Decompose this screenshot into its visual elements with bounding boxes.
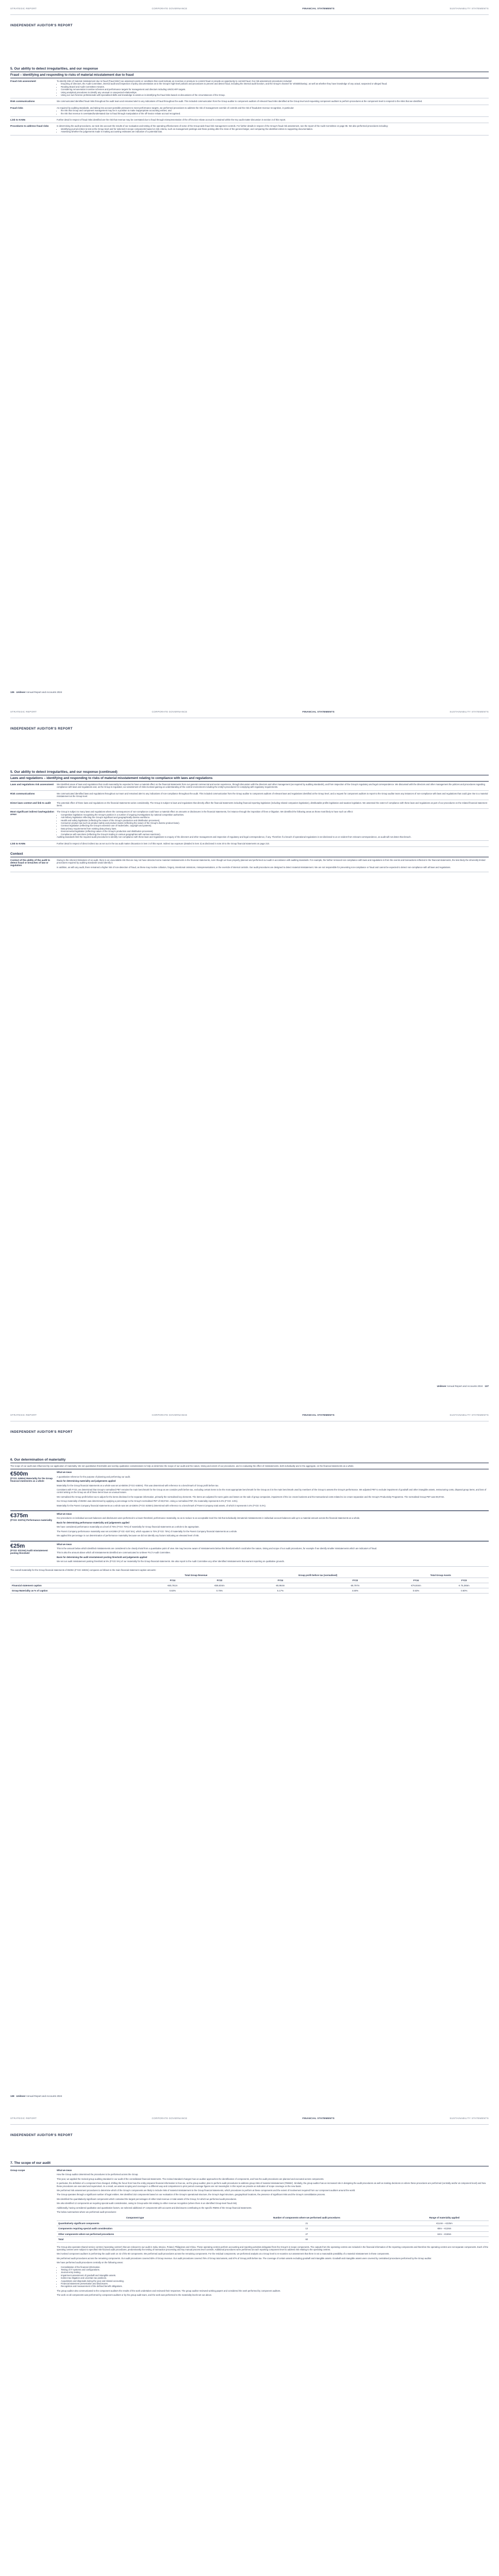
- nav-financial-statements[interactable]: FINANCIAL STATEMENTS: [302, 710, 335, 713]
- section-fraud: [10, 67, 489, 135]
- context-para: In addition, as with any audit, there remained a higher risk of non-detection of fraud, as these may involve collusion, forgery, intentional omissions, misrepresentations, or the override of internal controls. Our audit procedures are designed to detect material misstatement. We are not responsible for preventing non-compliance or fraud and cannot be expected to detect non-compliance with all laws and regulations.: [57, 866, 451, 869]
- top-nav: [10, 7, 489, 14]
- section-laws: [10, 770, 489, 872]
- scope-th: Number of components where we performed audit procedures: [213, 2215, 400, 2221]
- block-para: Materiality for the Parent Company financial statements as a whole was set at €260m (FY23: €250m) determined with reference to a benchmark of Parent Company total assets, of which it represents 0.4% (FY23: 0.4%).: [57, 1504, 266, 1507]
- materiality-value: €500m: [10, 1471, 28, 1478]
- scope-para: We also identified 12 components as requiring special audit consideration, owing to Group-wide risk relating to either revenue recognition (where there is an identified Group-level fraud risk).: [57, 2202, 238, 2205]
- table-row: [10, 123, 489, 135]
- block-para: Basis for determining the audit misstatement posting threshold and judgements applied: [57, 1555, 147, 1558]
- page-139: [0, 2110, 499, 2576]
- page-138: [0, 1406, 499, 2110]
- materiality-block: [10, 1469, 489, 1511]
- bullet-item: • Consumer product law such as product safety and product claims (reflecting the nature of the Group's diverse product base).: [61, 822, 489, 824]
- materiality-block: [10, 1511, 489, 1540]
- row-body: We identified areas of laws and regulations that could reasonably be expected to have a material effect on the financial statements from our general commercial and sector experience, through discussion with the directors and other management (as required by auditing standards), and from inspection of the Group's regulatory and legal correspondence. We discussed with the directors and other management the policies and procedures regarding compliance with laws and regulations and, as the Group is regulated, our assessment of risks involved gaining an understanding of the control environment including the entity's procedures for complying with regulatory requirements.: [57, 783, 485, 789]
- row-label: Most significant indirect law/regulation areas: [10, 810, 54, 816]
- scope-table-body: [57, 2221, 489, 2242]
- table-row: [10, 117, 489, 123]
- table-row: [10, 841, 489, 847]
- row-text: [57, 792, 489, 798]
- table-row: [57, 2231, 489, 2236]
- bullet-item: • Identifying journal entries to test at the Group level and for selected in-scope components based on risk criteria, such as management postings and those posting after the close of the general ledger, and comparing the identified entries to supporting documentation.: [61, 128, 489, 130]
- table-row: [10, 809, 489, 840]
- row-body: As required by auditing standards, and taking into account possible pressures to meet performance targets, we performed procedures to address the risk of management override of controls and the risk of fraudulent revenue recognition, in particular:: [57, 106, 294, 109]
- cell: €4m – €165m: [400, 2231, 489, 2236]
- row-bullets: [57, 82, 489, 96]
- nav-corporate-governance[interactable]: CORPORATE GOVERNANCE: [152, 2117, 188, 2120]
- row-text: [57, 802, 489, 807]
- intro-para: The scope of our audit was influenced by our application of materiality. We set quantitative thresholds and overlay qualitative considerations to help us determine the scope of our audit and the nature, timing and extent of our procedures, and in evaluating the effect of misstatements, both individually and in the aggregate, on the financial statements as a whole.: [10, 1465, 354, 1467]
- scope-th: Range of materiality applied: [400, 2215, 489, 2221]
- nav-divider: [10, 2124, 489, 2125]
- cell: Total: [57, 2237, 213, 2242]
- bullet-item: • Environmental legislation (reflecting nature of the Group's production and distribution processes).: [61, 830, 489, 833]
- table-year: FY24: [393, 1578, 440, 1583]
- footer-doc: Annual Report and Accounts 2024: [446, 1385, 483, 1387]
- cell: 5.17%: [243, 1588, 318, 1593]
- table-group: Total Group Assets: [393, 1573, 489, 1578]
- cell: €79,934m: [393, 1583, 440, 1588]
- cell: €9,964m: [243, 1583, 318, 1588]
- scope-para: How the Group auditor determined the procedures to be performed across the Group.: [57, 2173, 139, 2176]
- row-label: Link to KAMs: [10, 842, 26, 845]
- scope-row: [10, 2167, 489, 2300]
- nav-sustainability-statements[interactable]: SUSTAINABILITY STATEMENTS: [450, 710, 489, 713]
- scope-table: [57, 2215, 489, 2242]
- section-subtitle: Laws and regulations – identifying and responding to risks of material misstatement relating to compliance with laws and regulations: [10, 775, 489, 782]
- row-bullets: [57, 128, 489, 133]
- bullet-item: • Health and safety legislation (reflecting the nature of the Group's production and distribution processes).: [61, 819, 489, 822]
- bullet-item: • Recognition and measurement of the defined benefit obligations.: [61, 2285, 489, 2287]
- row-label: Laws and regulations risk assessment: [10, 783, 54, 786]
- table-corner: [10, 1578, 149, 1583]
- page-footer: [437, 1385, 489, 1387]
- scope-table-header: [57, 2215, 489, 2221]
- context-title: Context: [10, 852, 23, 856]
- row-label: Financial statement caption: [10, 1583, 149, 1588]
- footer-doc: Annual Report and Accounts 2024: [26, 691, 62, 693]
- table-row: [10, 78, 489, 98]
- bullet-item: • Journal entry testing.: [61, 2271, 489, 2274]
- scope-para: The Group operates through a significant number of legal entities. We identified 152 components based on our evaluation of the Group's operational structure, the Group's legal structure, geographical locations, the presence of significant risks and the Group's consolidation process.: [57, 2193, 326, 2196]
- nav-strategic-report[interactable]: STRATEGIC REPORT: [10, 2117, 37, 2120]
- block-text: [57, 1543, 489, 1565]
- table-group-header: [10, 1573, 489, 1578]
- page-136: [0, 0, 499, 703]
- section-title: 7. The scope of our audit: [10, 2161, 489, 2166]
- bullet-item: • Financial statement presentation and disclosures.: [61, 2282, 489, 2285]
- cell: 27: [213, 2231, 400, 2236]
- cell: 12: [213, 2226, 400, 2231]
- bullet-item: • Assessing whether the judgements made in making accounting estimates are indicative of a potential bias.: [61, 130, 489, 133]
- row-label: Fraud risks: [10, 106, 23, 109]
- block-para: We applied this percentage in our determination of performance materiality because we did not identify any factors indicating an elevated level of risk.: [57, 1534, 199, 1537]
- section-scope: [10, 2161, 489, 2300]
- nav-sustainability-statements[interactable]: SUSTAINABILITY STATEMENTS: [450, 1414, 489, 1416]
- cell: €60,761m: [149, 1583, 196, 1588]
- table-row: [57, 2226, 489, 2231]
- row-label: Direct laws context and link to audit: [10, 801, 51, 804]
- cell: 60: [213, 2237, 400, 2242]
- block-para: This is also the amount above which all misstatements identified are communicated to Unilever PLC's Audit Committee.: [57, 1551, 171, 1554]
- section-materiality: [10, 1458, 489, 1594]
- row-label: Fraud risk assessment: [10, 80, 36, 82]
- top-nav: [10, 2117, 489, 2124]
- cell: [400, 2237, 489, 2242]
- block-text: [57, 1513, 489, 1538]
- cell: 21: [213, 2221, 400, 2226]
- row-text: [57, 783, 489, 789]
- block-para: The Parent Company performance materiality was set at €195m (FY23: €187.5m), which equates to 75% (FY23: 75%) of materiality for the Parent Company financial statements as a whole.: [57, 1530, 238, 1533]
- cell: 0.75%: [196, 1588, 243, 1593]
- cell: €8m – €126m: [400, 2226, 489, 2231]
- nav-strategic-report[interactable]: STRATEGIC REPORT: [10, 1414, 37, 1416]
- bullet-item: • Data privacy requirements from existing data privacy laws.: [61, 827, 489, 830]
- bullet-item: • Reading Board and Audit Committee minutes.: [61, 86, 489, 88]
- page-137: [0, 703, 499, 1406]
- materiality-caption: (FY23: €337m) Performance materiality: [10, 1519, 53, 1522]
- scope-paras-3: [57, 2290, 489, 2297]
- nav-financial-statements[interactable]: FINANCIAL STATEMENTS: [302, 1414, 335, 1416]
- page-footer: [10, 691, 62, 693]
- row-body: We communicated identified fraud risks throughout the audit team and remained alert to any indications of fraud throughout the audit. This included communication from the Group auditor to component auditors of relevant fraud risks identified at the Group level and requesting component auditors to perform procedures at the component level to respond to the risks that we identified.: [57, 100, 423, 103]
- scope-para: The group auditor also communicated to the component auditors the results of the work undertaken and reviewed their responses. The group auditor reviewed working papers and considered the work performed by component auditors.: [57, 2289, 281, 2292]
- block-para: We normalised the Group profit before tax to adjust for the items disclosed in the separate information, primarily the normalised key elements. The items are adjusted for were gains and losses on the sale of group companies, impairment of the ice cream business and the transactional costs related to ice cream separation and the Group's Productivity Programme. The normalised Group PBT was €9,974m.: [57, 1495, 445, 1498]
- section-title: 5. Our ability to detect irregularities, and our response (continued): [10, 770, 118, 774]
- row-text: [57, 107, 489, 115]
- scope-para: In particular, the definition of a component has changed, shifting the focus from how the entity prepares financial information to how we, as the group auditor, plan to perform audit procedures to address group risks of material misstatement ('RMMs'). Similarly, the group auditor has an increased role in designing the audit procedures as well as making decisions on where these procedures are performed (centrally and/or at component level) and how these procedures are executed and supervised. As a result, we assess scoping and coverage in a different way and comparisons to prior period coverage figures are not meaningful. In this report we provide an indication of scope coverage on the new basis.: [57, 2182, 486, 2188]
- scope-para: We performed audit procedures across the remaining components. Our audit procedures covered 83% of Group revenue. Our audit procedures covered 75% of Group total assets, and 87% of Group profit before tax. The coverage of certain assets excluding goodwill and intangible assets. Goodwill and intangible assets were covered by centralised procedures performed by the Group auditor.: [57, 2257, 432, 2260]
- scope-paras: [57, 2169, 489, 2213]
- row-body: In determining the audit procedures, we took into account the results of our evaluation and testing of the operating effectiveness of some of the Group-wide fraud risk management controls. For further details in respect of the Group's fraud risk assessment, see the report of the Audit Committee on page 96. We also performed procedures including:: [57, 125, 388, 128]
- footer-brand: Unilever: [16, 2095, 26, 2097]
- scope-para: Additionally, having considered qualitative and quantitative factors, we selected additional 27 components with accounts and disclosures contributing to the specific RMMs of the Group financial statements.: [57, 2206, 252, 2209]
- cell: € 75,365m: [440, 1583, 489, 1588]
- bullet-item: • Indirect tax litigation and uncertain tax positions.: [61, 2277, 489, 2279]
- row-text: [57, 80, 489, 96]
- row-label: Procedures to address fraud risks: [10, 125, 49, 128]
- scope-para: We identified the quantitatively significant components which contained the largest percentages of either total revenue or total assets of the Group, for which we performed audit procedures.: [57, 2197, 237, 2200]
- cell: €59,604m: [196, 1583, 243, 1588]
- block-para: What we mean: [57, 1513, 72, 1516]
- cell: €9,797m: [318, 1583, 392, 1588]
- materiality-block: [10, 1541, 489, 1567]
- footer-brand: Unilever: [16, 691, 26, 693]
- row-after: Auditing standards limit the required audit procedures to identify non-compliance with these laws and regulations to enquiry of the directors and other management and inspection of regulatory and legal correspondence, if any. Therefore if a breach of operational regulations is not disclosed to us or evident from relevant correspondence, an audit will not detect that breach.: [57, 836, 411, 839]
- scope-para: We involved component auditors in performing the audit work on 42 of the 60 components. We performed audit procedures across the remaining components. For the residual components, we performed analysis at a Group level to re-examine our assessment that there is not a reasonable possibility of a material misstatement in these components.: [57, 2252, 390, 2256]
- block-para: Consistent with FY23, we determined that Group's normalised PBT remains the main benchmark for the Group as we consider profit before tax, excluding certain items to be the most appropriate benchmark for the Group as it is the main benchmark used by members of the Group to assess the Group's performance. We adjusted PBT to exclude impairment of goodwill and other intangible assets, restructuring costs, disposal group items, and loss of control arising on the Group as all of these items have an unusual nature.: [57, 1488, 487, 1494]
- cell: Other components where we performed procedures: [57, 2231, 213, 2236]
- table-row: [10, 98, 489, 105]
- footer-brand: Unilever: [437, 1385, 446, 1387]
- row-label: Link to KAMs: [10, 118, 26, 122]
- cell: 0.63%: [393, 1588, 440, 1593]
- block-para: What we mean: [57, 1543, 72, 1546]
- row-text: [57, 118, 489, 121]
- section-title: 5. Our ability to detect irregularities, and our response: [10, 67, 98, 71]
- laws-rows: [10, 782, 489, 847]
- cell: Quantitatively significant components: [57, 2221, 213, 2226]
- table-row: [10, 791, 489, 800]
- nav-corporate-governance[interactable]: CORPORATE GOVERNANCE: [152, 7, 188, 10]
- page-footer: [10, 2095, 62, 2097]
- row-body: We communicated identified laws and regulations throughout our team and remained alert to any indications of non-compliance throughout the audit. This included communication from the Group auditor to component auditors of relevant laws and regulations identified at the Group level, and a request for component auditors to report to the Group auditor team any instances of non-compliance with laws and regulations that could give rise to a material misstatement at the Group level.: [57, 792, 488, 798]
- row-body: Further detail in respect of fraud risks identified are the risk that revenue may be overstated due to fraud through misrepresentation of the off-invoice rebate accrual is contained within the Key audit matter discussion in section 3 of this report.: [57, 118, 286, 122]
- context-para: Owing to the inherent limitations of an audit, there is an unavoidable risk that we may not have detected some material misstatements in the financial statements, even though we have properly planned and performed our audit in accordance with auditing standards. For example, the further removed non-compliance with laws and regulations is from the events and transactions reflected in the financial statements, the less likely the inherently limited procedures required by auditing standards would identify it.: [57, 858, 486, 865]
- materiality-intro: [10, 1465, 489, 1467]
- table-row: [10, 800, 489, 809]
- nav-sustainability-statements[interactable]: SUSTAINABILITY STATEMENTS: [450, 2117, 489, 2120]
- context-row: [10, 857, 489, 872]
- materiality-caption: (FY23: €22.5m) Audit misstatement posting threshold: [10, 1549, 48, 1554]
- cell: €114m – €225m: [400, 2221, 489, 2226]
- block-para: Basis for determining performance materiality and judgements applied: [57, 1521, 129, 1524]
- bullet-item: • Impairment assessment of goodwill and intangible assets.: [61, 2274, 489, 2277]
- table-year: FY24: [149, 1578, 196, 1583]
- materiality-table: [10, 1573, 489, 1594]
- scope-para: The below summarises where we performed audit procedures:: [57, 2211, 117, 2214]
- page-number: 138: [10, 2095, 14, 2097]
- row-text: [57, 100, 489, 103]
- table-year: FY23: [440, 1578, 489, 1583]
- table-intro: [10, 1569, 489, 1571]
- block-para: Our Group materiality of €500m was determined by applying a percentage to the Group's normalised PBT of €9,974m. Using a normalised PBT, the materiality represents 5.0% (FY23: 4.6%).: [57, 1500, 238, 1503]
- block-text: [57, 1471, 489, 1509]
- block-para: What we mean: [57, 1471, 72, 1474]
- scope-th: Component type: [57, 2215, 213, 2221]
- row-label: Group Materiality as % of caption: [10, 1588, 149, 1593]
- row-text: [57, 842, 489, 845]
- materiality-blocks: [10, 1469, 489, 1566]
- bullet-item: • Competition legislation recognising the Group's position in a number of ongoing investigations by national competition authorities.: [61, 814, 489, 816]
- table-group: Total Group Revenue: [149, 1573, 243, 1578]
- bullet-item: • Consolidation of the financial information.: [61, 2266, 489, 2268]
- scope-paras-2: [57, 2246, 489, 2264]
- scope-text: [57, 2169, 489, 2298]
- page-number: 137: [485, 1385, 489, 1387]
- central-procedures-list: [57, 2266, 489, 2288]
- table-year-header: [10, 1578, 489, 1583]
- table-intro-text: The overall materiality for the Group financial statements of €500m (FY23: €450m) compares as follows to the main financial statement caption amounts:: [10, 1568, 156, 1571]
- cell: 0.82%: [149, 1588, 196, 1593]
- block-para: A quantitative reference for the purpose of planning and performing our audit.: [57, 1475, 130, 1478]
- block-para: We have considered performance materiality at a level of 75% (FY23: 75%) of materiality for Group financial statements as a whole to be appropriate.: [57, 1526, 199, 1529]
- row-body: The potential effect of these laws and regulations on the financial statements varies considerably. The Group is subject to laws and regulations that directly affect the financial statements including financial reporting legislation (including related companies legislation), distributable profits legislation and taxation legislation. We assessed the extent of compliance with these laws and regulations as part of our procedures on the related financial statement items.: [57, 801, 488, 807]
- bullet-item: • Using analytical procedures to identify any unusual or unexpected relationships.: [61, 91, 489, 94]
- block-label: [10, 1471, 57, 1509]
- scope-para: We performed risk assessment procedures to determine which of the Group's components are likely to include risks of material misstatement to the Group financial statements, which procedures to perform at these components and the extent of involvement required from our component auditors around the world.: [57, 2189, 356, 2192]
- section-title: 6. Our determination of materiality: [10, 1458, 489, 1463]
- nav-divider: [10, 14, 489, 15]
- page-heading: INDEPENDENT AUDITOR'S REPORT: [10, 727, 73, 731]
- block-label: [10, 1513, 57, 1538]
- materiality-value: €375m: [10, 1513, 28, 1519]
- scope-para: We have performed audit procedures centrally on the following areas:: [57, 2261, 123, 2264]
- nav-financial-statements[interactable]: FINANCIAL STATEMENTS: [302, 7, 335, 10]
- row-text: [57, 125, 489, 133]
- table-year: FY23: [196, 1578, 243, 1583]
- bullet-item: • the risk that revenue is overstated/understated due to fraud through manipulation of the off-invoice rebate accrual recognised.: [61, 112, 489, 115]
- table-row: [10, 1588, 489, 1593]
- context-text: [57, 859, 489, 870]
- context-label: Context of the ability of the audit to detect fraud or breaches of law or regulation: [10, 858, 51, 867]
- page-heading: INDEPENDENT AUDITOR'S REPORT: [10, 2133, 73, 2137]
- page-heading: INDEPENDENT AUDITOR'S REPORT: [10, 1430, 73, 1434]
- table-row: [57, 2237, 489, 2242]
- bullet-item: • Anti-bribery legislation reflecting the Group's significant and geographically diverse workforce.: [61, 816, 489, 819]
- scope-para: The work on all components was performed by component auditors or by the group audit team, and the work was performed to the materiality levels set out above.: [57, 2294, 212, 2297]
- block-para: Materiality for the Group financial statements as a whole was set at €500m (FY23: €450m). This was determined with reference to a benchmark of Group profit before tax.: [57, 1484, 219, 1487]
- block-para: We set our audit misstatement posting threshold at 5% (FY23: 5%) of our materiality for the Group financial statements. We also report to the Audit Committee any other identified misstatements that warrant reporting on qualitative grounds.: [57, 1560, 285, 1563]
- top-nav: [10, 710, 489, 718]
- table-year: FY24: [243, 1578, 318, 1583]
- table-row: [10, 1583, 489, 1588]
- row-body: To identify risks of material misstatement due to fraud ('fraud risks') we assessed events or conditions that could indicate an incentive or pressure to commit fraud or provide an opportunity to commit fraud. Our risk assessment procedures included:: [57, 80, 292, 82]
- cell: 4.60%: [318, 1588, 392, 1593]
- nav-strategic-report[interactable]: STRATEGIC REPORT: [10, 710, 37, 713]
- bullet-item: • Using our own forensic professionals with specialised skills and knowledge to assist us in identifying the fraud risks based on discussions of the circumstances of the Group.: [61, 94, 489, 96]
- materiality-value: €25m: [10, 1543, 25, 1549]
- top-nav: [10, 1414, 489, 1421]
- nav-corporate-governance[interactable]: CORPORATE GOVERNANCE: [152, 710, 188, 713]
- materiality-caption: (FY23: €450m) Materiality for the Group financial statements as a whole: [10, 1477, 53, 1483]
- bullet-item: • Contract legislation (reflecting the Group's extensive use of trademarks, copyright and patents).: [61, 824, 489, 827]
- nav-corporate-governance[interactable]: CORPORATE GOVERNANCE: [152, 1414, 188, 1416]
- scope-para: This year, we applied the revised group auditing standard in our audit of the consolidated financial statements. The revised standard changes how an auditor approaches the identification of components, and how the audit procedures are planned and executed across components.: [57, 2177, 324, 2180]
- bullet-item: • Compliance with sanctions (reflecting the Group's trading in various geographies with various sanctions).: [61, 833, 489, 836]
- fraud-rows: [10, 78, 489, 135]
- bullet-item: • Considering remuneration incentive schemes and performance targets for management and directors including UNOCARF targets.: [61, 88, 489, 91]
- nav-sustainability-statements[interactable]: SUSTAINABILITY STATEMENTS: [450, 7, 489, 10]
- block-para: This is the amount below which identified misstatements are considered to be clearly trivial from a quantitative point of view. We may become aware of misstatements below this threshold which could alter the nature, timing and scope of our audit procedures, for example if we identify smaller misstatements which are indicators of fraud.: [57, 1547, 377, 1550]
- table-row: [10, 782, 489, 791]
- nav-strategic-report[interactable]: STRATEGIC REPORT: [10, 7, 37, 10]
- page-heading: INDEPENDENT AUDITOR'S REPORT: [10, 24, 73, 27]
- bullet-item: • the risk that Group and component management may be in a position to make inappropriate accounting entries; and: [61, 109, 489, 112]
- bullet-item: • Enquiring of directors, the Audit Committee, internal audit and inspection of policy documentation as to the Group's high-level policies and procedures to prevent and detect fraud, including the internal audit function, and the Group's channel for 'whistleblowing', as well as whether they have knowledge of any actual, suspected or alleged fraud.: [61, 82, 489, 85]
- bullet-item: • Acquisitions and disposals during the year and related accounting.: [61, 2280, 489, 2282]
- footer-doc: Annual Report and Accounts 2024: [26, 2095, 62, 2097]
- page-number: 136: [10, 691, 14, 693]
- bullet-item: • Testing of IT systems and configurations.: [61, 2268, 489, 2271]
- block-para: Our procedures on individual account balances and disclosures were performed to a lower threshold, performance materiality, so as to reduce to an acceptable level the risk that individually immaterial misstatements in individual account balances add up to a material amount across the financial statements as a whole.: [57, 1517, 360, 1520]
- scope-label: Group scope: [10, 2169, 25, 2172]
- row-text: [57, 810, 489, 838]
- row-body: The Group is subject to many laws and regulations where the consequences of non-compliance could have a material effect on amounts or disclosures in the financial statements, for instance through the imposition of fines or litigation. We identified the following areas as those most likely to have such an effect:: [57, 810, 353, 814]
- row-label: Risk communications: [10, 100, 35, 103]
- block-label: [10, 1543, 57, 1565]
- section-subtitle: Fraud – identifying and responding to risks of material misstatement due to fraud: [10, 72, 489, 78]
- table-row: [10, 105, 489, 117]
- cell: Components requiring special audit consideration: [57, 2226, 213, 2231]
- nav-financial-statements[interactable]: FINANCIAL STATEMENTS: [302, 2117, 335, 2120]
- row-label: Risk communications: [10, 792, 35, 795]
- table-year: FY23: [318, 1578, 392, 1583]
- block-para: Basis for determining materiality and judgements applied: [57, 1480, 116, 1483]
- table-corner: [10, 1573, 149, 1578]
- row-body: Further detail in respect of direct indirect tax as set out in the tax audit matter discussion in item 3 of this report. Indirect tax exposure (detailed in item 3) as disclosed in note 20 to the Group financial statements on page 210.: [57, 842, 270, 845]
- scope-para: What we mean: [57, 2169, 72, 2172]
- table-row: [57, 2221, 489, 2226]
- table-group: Group profit before tax (normalised): [243, 1573, 392, 1578]
- cell: 0.60%: [440, 1588, 489, 1593]
- scope-para: The Group also operates shared service centres ('operating centres') that are relevant to our audit in India, Mexico, Poland, Philippines and China. These operating centres perform accounting and reporting activities delegated from the Group's in-scope components. The outputs from the operating centres are included in the financial information of the reporting components and therefore the operating centres are not separate components. Each of the operating centres were subject to specified risk-focused audit procedures, predominantly the testing of transaction processing and key manual process level controls. Additional procedures were performed at each reporting component level to address risk relating to the operating centres.: [57, 2245, 488, 2251]
